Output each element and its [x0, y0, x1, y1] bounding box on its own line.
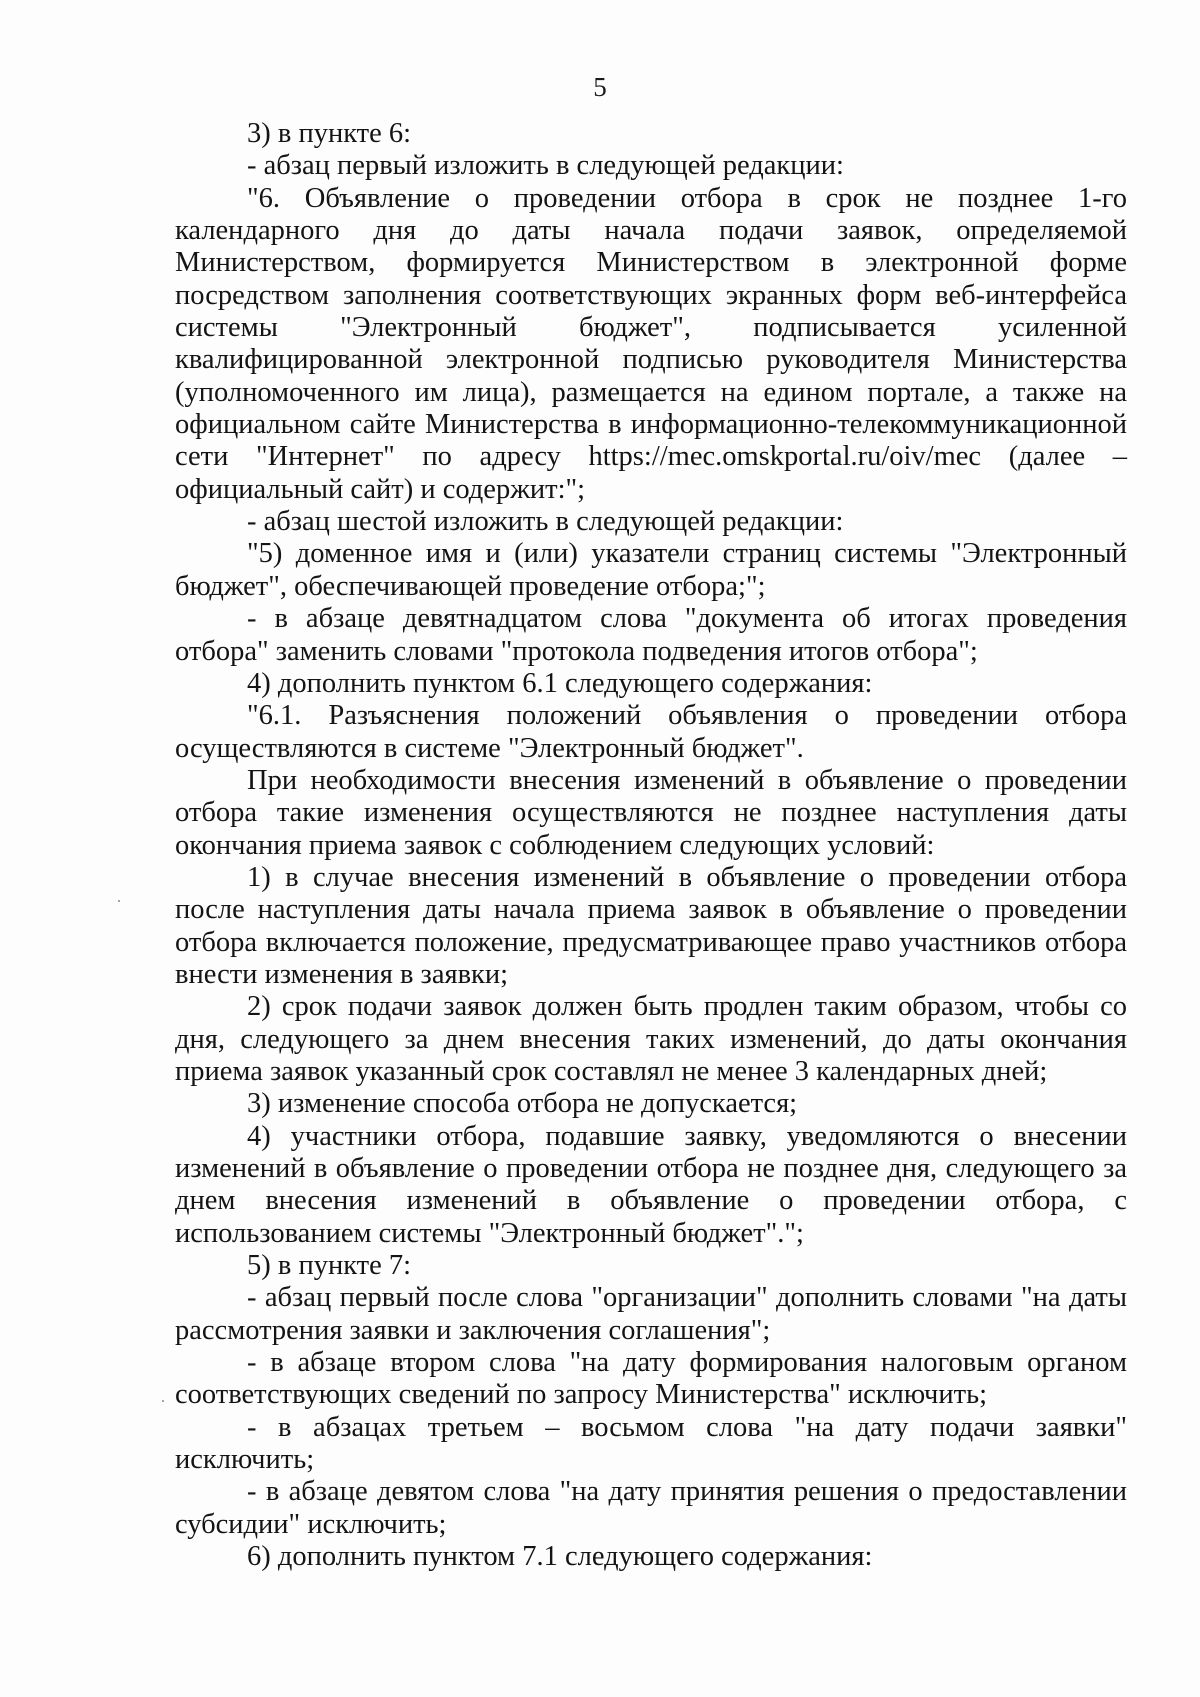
- paragraph: 4) участники отбора, подавшие заявку, уведомляются о внесении изменений в объявление о проведении отбора не позднее дня, следующего за днем внесения изменений в объявление о проведении отбора, с использованием системы "Электронный бюджет".";: [175, 1120, 1127, 1249]
- paragraph: "6. Объявление о проведении отбора в срок не позднее 1-го календарного дня до даты начала подачи заявок, определяемой Министерством, формируется Министерством в электронной форме посредством заполнения соответствующих экранных форм веб-интерфейса системы "Электронный бюджет", подписывается усиленной квалифицированной электронной подписью руководителя Министерства (уполномоченного им лица), размещается на едином портале, а также на официальном сайте Министерства в информационно-телекоммуникационной сети "Интернет" по адресу https://mec.omskportal.ru/oiv/mec (далее – официальный сайт) и содержит:";: [175, 182, 1127, 505]
- paragraph: 3) изменение способа отбора не допускается;: [247, 1088, 798, 1120]
- paragraph: 5) в пункте 7:: [247, 1250, 412, 1282]
- scan-speck: [118, 900, 120, 902]
- paragraph: 3) в пункте 6:: [247, 118, 412, 149]
- paragraph: 2) срок подачи заявок должен быть продлен таким образом, чтобы со дня, следующего за днем внесения таких изменений, до даты окончания приема заявок указанный срок составлял не менее 3 календарных дней;: [175, 991, 1127, 1087]
- scan-speck: [162, 1400, 164, 1402]
- paragraph: - в абзаце девятом слова "на дату принятия решения о предоставлении субсидии" исключить;: [175, 1476, 1127, 1540]
- paragraph: "6.1. Разъяснения положений объявления о проведении отбора осуществляются в системе "Электронный бюджет".: [175, 700, 1127, 764]
- paragraph: 6) дополнить пунктом 7.1 следующего содержания:: [247, 1541, 873, 1573]
- paragraph: - абзац первый после слова "организации" дополнить словами "на даты рассмотрения заявки и заключения соглашения";: [175, 1282, 1127, 1346]
- paragraph: 4) дополнить пунктом 6.1 следующего содержания:: [247, 667, 873, 699]
- paragraph: При необходимости внесения изменений в объявление о проведении отбора такие изменения осуществляются не позднее наступления даты окончания приема заявок с соблюдением следующих условий:: [175, 764, 1127, 861]
- paragraph: - в абзаце втором слова "на дату формирования налоговым органом соответствующих сведений по запросу Министерства" исключить;: [175, 1347, 1127, 1411]
- paragraph: - в абзацах третьем – восьмом слова "на дату подачи заявки" исключить;: [175, 1411, 1127, 1476]
- paragraph: - абзац шестой изложить в следующей редакции:: [247, 506, 844, 538]
- page-number: 5: [593, 72, 607, 102]
- paragraph: "5) доменное имя и (или) указатели страниц системы "Электронный бюджет", обеспечивающей проведение отбора;";: [175, 538, 1127, 602]
- paragraph: - абзац первый изложить в следующей редакции:: [247, 150, 844, 182]
- paragraph: 1) в случае внесения изменений в объявление о проведении отбора после наступления даты начала приема заявок в объявление о проведении отбора включается положение, предусматривающее право участников отбора внести изменения в заявки;: [175, 861, 1127, 990]
- paragraph: - в абзаце девятнадцатом слова "документа об итогах проведения отбора" заменить словами "протокола подведения итогов отбора";: [175, 603, 1127, 667]
- document-body: [175, 118, 1127, 1573]
